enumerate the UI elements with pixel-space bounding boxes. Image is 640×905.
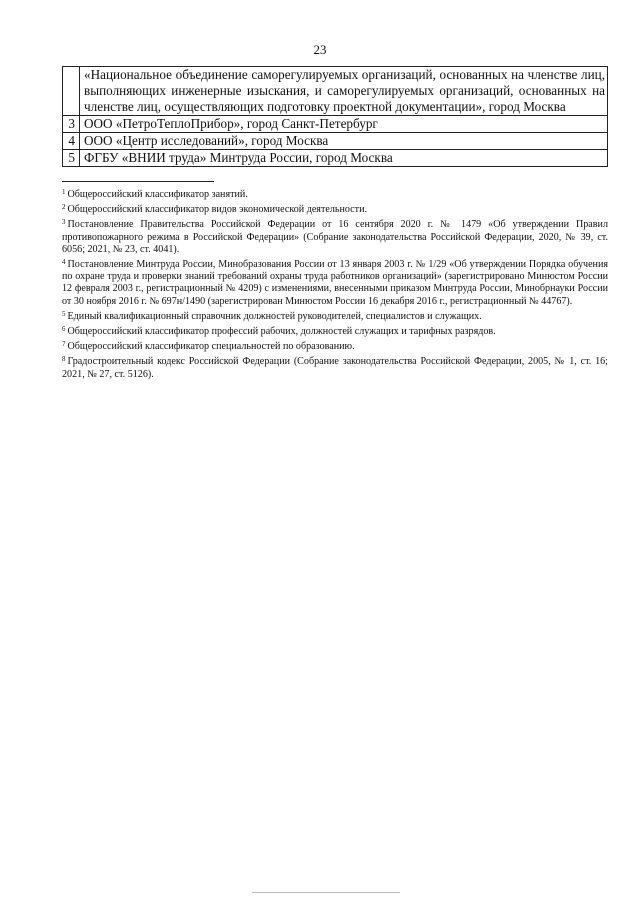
footnote	[62, 256, 608, 308]
page-number: 23	[313, 42, 327, 57]
footnote-text: Единый квалификационный справочник должностей руководителей, специалистов и служащих.	[67, 310, 482, 322]
footnote-mark: 7	[62, 340, 66, 349]
footnote-mark: 2	[62, 203, 66, 212]
footnote	[62, 323, 608, 338]
row-text: ООО «Центр исследований», город Москва	[80, 133, 608, 150]
footnote-mark: 8	[62, 355, 66, 364]
footnote	[62, 353, 608, 380]
footnote-text: Постановление Правительства Российской Федерации от 16 сентября 2020 г. № 1479 «Об утверждении Правил противопожарного режима в Российской Федерации» (Собрание законодательства Российской Федерации, 2020, № 39, ст. 6056; 2021, № 23, ст. 4041).	[62, 219, 608, 255]
row-text: «Национальное объединение саморегулируемых организаций, основанных на членстве лиц, выполняющих инженерные изыскания, и саморегулируемых организаций, основанных на членстве лиц, осуществляющих подготовку проектной документации», город Москва	[80, 67, 608, 116]
footnote	[62, 308, 608, 323]
footnote-mark: 3	[62, 218, 66, 227]
table-row	[63, 67, 608, 116]
footnote	[62, 216, 608, 256]
footnote-text: Постановление Минтруда России, Минобразования России от 13 января 2003 г. № 1/29 «Об утверждении Порядка обучения по охране труда и проверки знаний требований охраны труда работников организаций» (зарегистрировано Минюстом России 12 февраля 2003 г., регистрационный № 4209) с изменениями, внесенными приказом Минтруда России, Минобрнауки России от 30 ноября 2016 г. № 697н/1490 (зарегистрирован Минюстом России 16 декабря 2016 г., регистрационный № 44767).	[62, 259, 608, 307]
organizations-table	[62, 66, 608, 167]
row-number: 3	[63, 116, 80, 133]
footnote-text: Общероссийский классификатор специальностей по образованию.	[67, 341, 355, 353]
footnote	[62, 201, 608, 216]
scan-artifact-line	[252, 892, 400, 893]
row-number: 4	[63, 133, 80, 150]
footnote-mark: 5	[62, 309, 66, 318]
table-row	[63, 133, 608, 150]
footnote	[62, 186, 608, 201]
footnote-separator	[62, 181, 214, 182]
footnote-text: Градостроительный кодекс Российской Федерации (Собрание законодательства Российской Федерации, 2005, № 1, ст. 16; 2021, № 27, ст. 5126).	[62, 356, 608, 380]
footnote-mark: 6	[62, 325, 66, 334]
table-row	[63, 150, 608, 167]
footnote-text: Общероссийский классификатор видов экономической деятельности.	[67, 204, 367, 216]
row-text: ФГБУ «ВНИИ труда» Минтруда России, город Москва	[80, 150, 608, 167]
footnote-mark: 4	[62, 258, 66, 267]
row-number	[63, 67, 80, 116]
row-text: ООО «ПетроТеплоПрибор», город Санкт-Петербург	[80, 116, 608, 133]
footnote-mark: 1	[62, 188, 66, 196]
footnote-text: Общероссийский классификатор занятий.	[67, 189, 248, 200]
row-number: 5	[63, 150, 80, 167]
table-row	[63, 116, 608, 133]
footnotes	[62, 186, 608, 381]
footnote-text: Общероссийский классификатор профессий рабочих, должностей служащих и тарифных разрядов.	[67, 326, 496, 338]
footnote	[62, 338, 608, 353]
